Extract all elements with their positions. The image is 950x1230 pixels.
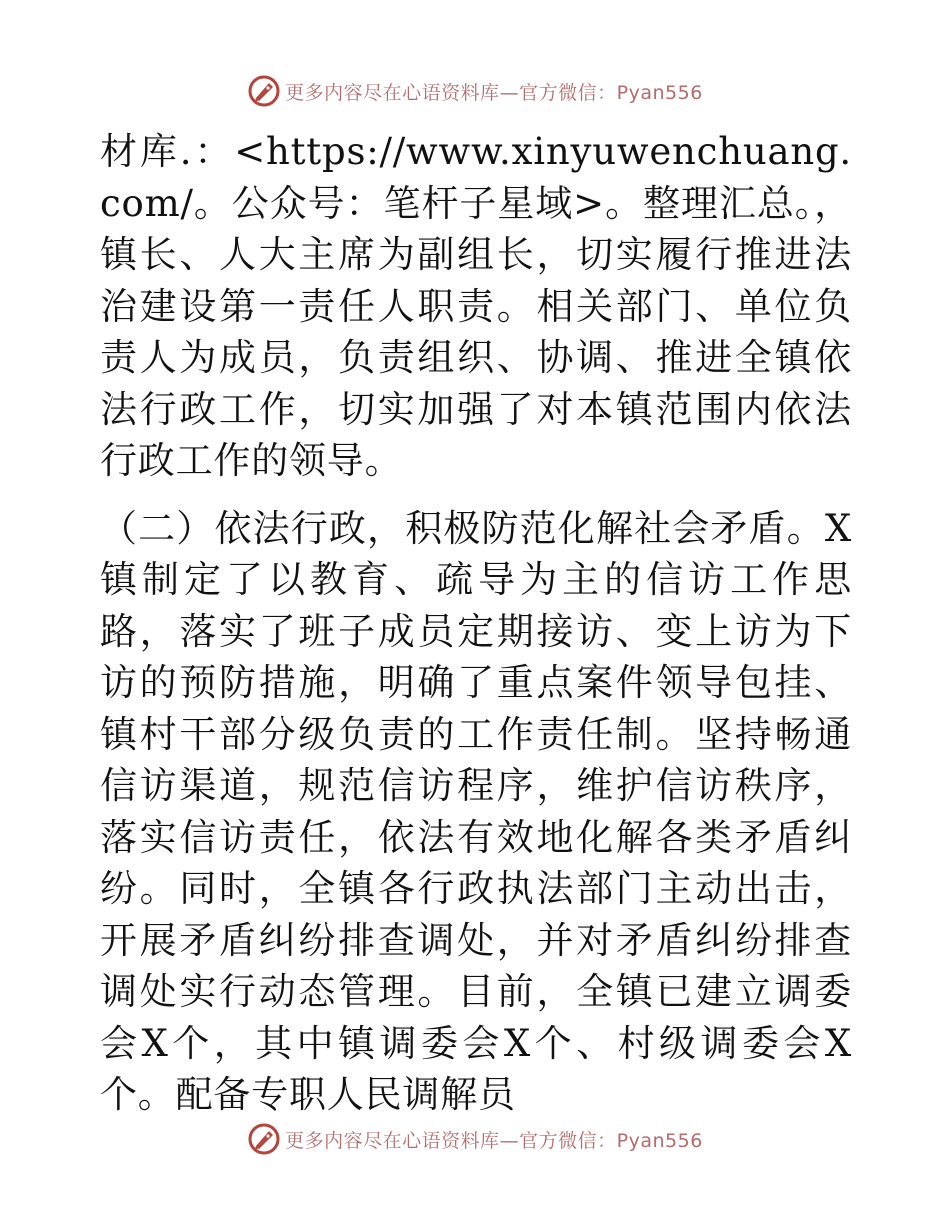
- banner-slogan: 更多内容尽在心语资料库: [285, 81, 500, 104]
- paragraph-section-2: （二）依法行政，积极防范化解社会矛盾。X镇制定了以教育、疏导为主的信访工作思路，落实了班子成员定期接访、变上访为下访的预防措施，明确了重点案件领导包挂、镇村干部分级负责的工作责任制。坚持畅通信访渠道，规范信访程序，维护信访秩序，落实信访责任，依法有效地化解各类矛盾纠纷。同时，全镇各行政执法部门主动出击，开展矛盾纠纷排查调处，并对矛盾纠纷排查调处实行动态管理。目前，全镇已建立调委会X个，其中镇调委会X个、村级调委会X个。配备专职人民调解员: [100, 506, 852, 1116]
- pen-nib-logo-icon: [247, 74, 281, 108]
- footer-banner: [0, 1119, 950, 1159]
- paragraph-continued: 材库.：<https://www.xinyuwenchuang.com/。公众号：笔杆子星域>。整理汇总。，镇长、人大主席为副组长，切实履行推进法治建设第一责任人职责。相关部门、单位负责人为成员，负责组织、协调、推进全镇依法行政工作，切实加强了对本镇范围内依法行政工作的领导。: [100, 130, 852, 482]
- banner-separator: —: [499, 81, 520, 104]
- banner-wechat: 官方微信：Pyan556: [519, 1129, 703, 1152]
- header-banner: [0, 71, 950, 111]
- banner-separator: —: [499, 1129, 520, 1152]
- document-body: [100, 126, 852, 1121]
- banner-slogan: 更多内容尽在心语资料库: [285, 1129, 500, 1152]
- pen-nib-logo-icon: [247, 1122, 281, 1156]
- banner-wechat: 官方微信：Pyan556: [519, 81, 703, 104]
